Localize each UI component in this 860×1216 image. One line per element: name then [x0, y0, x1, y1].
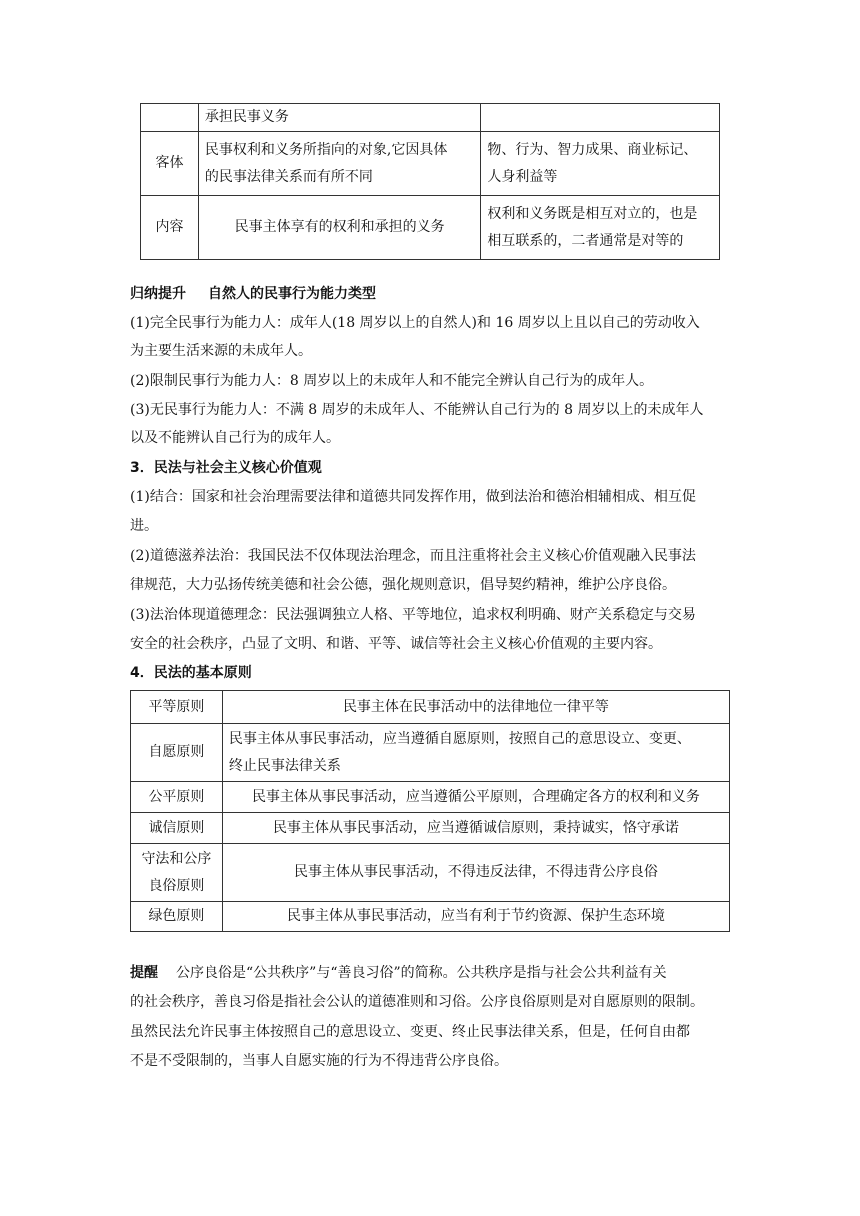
tip-line-3: 虽然民法允许民事主体按照自己的意思设立、变更、终止民事法律关系，但是，任何自由都	[130, 1024, 690, 1040]
section-3-item-1-line-2: 进。	[130, 518, 158, 534]
row-example	[481, 104, 720, 132]
row-definition: 承担民事义务	[198, 104, 480, 132]
section-3-heading: 3．民法与社会主义核心价值观	[130, 460, 322, 476]
summary-item-2: (2)限制民事行为能力人：8 周岁以上的未成年人和不能完全辨认自己行为的成年人。	[130, 373, 654, 389]
principle-name: 绿色原则	[131, 902, 223, 932]
row-label: 内容	[141, 196, 199, 260]
principle-name: 诚信原则	[131, 813, 223, 844]
section-3-item-2-line-1: (2)道德滋养法治：我国民法不仅体现法治理念，而且注重将社会主义核心价值观融入民事法	[130, 548, 696, 564]
row-label	[141, 104, 199, 132]
section-3-item-3-line-1: (3)法治体现道德理念：民法强调独立人格、平等地位，追求权利明确、财产关系稳定与交易	[130, 607, 696, 623]
principle-desc: 民事主体从事民事活动，不得违反法律，不得违背公序良俗	[222, 844, 729, 902]
principle-desc: 民事主体从事民事活动，应当遵循公平原则，合理确定各方的权利和义务	[222, 782, 729, 813]
principle-desc: 民事主体在民事活动中的法律地位一律平等	[222, 691, 729, 724]
civil-relation-table	[140, 103, 720, 260]
table-row	[131, 902, 730, 932]
row-definition: 民事权利和义务所指向的对象,它因具体 的民事法律关系而有所不同	[198, 132, 480, 196]
section-3-item-2-line-2: 律规范，大力弘扬传统美德和社会公德，强化规则意识，倡导契约精神，维护公序良俗。	[130, 577, 676, 593]
summary-item-1-line-1: (1)完全民事行为能力人：成年人(18 周岁以上的自然人)和 16 周岁以上且以自己的劳动收入	[130, 315, 700, 331]
principle-name: 守法和公序 良俗原则	[131, 844, 223, 902]
principle-name: 平等原则	[131, 691, 223, 724]
principle-desc: 民事主体从事民事活动，应当遵循自愿原则，按照自己的意思设立、变更、 终止民事法律关系	[222, 724, 729, 782]
summary-heading: 归纳提升 自然人的民事行为能力类型	[130, 286, 376, 302]
section-4-heading: 4．民法的基本原则	[130, 665, 252, 681]
tip-line-2: 的社会秩序，善良习俗是指社会公认的道德准则和习俗。公序良俗原则是对自愿原则的限制。	[130, 994, 704, 1010]
section-3-item-1-line-1: (1)结合：国家和社会治理需要法律和道德共同发挥作用，做到法治和德治相辅相成、相互促	[130, 489, 696, 505]
row-definition: 民事主体享有的权利和承担的义务	[198, 196, 480, 260]
tip-label: 提醒	[130, 965, 158, 981]
tip-line-1: 提醒 公序良俗是“公共秩序”与“善良习俗”的简称。公共秩序是指与社会公共利益有关	[130, 965, 667, 981]
table-row	[141, 132, 720, 196]
principle-desc: 民事主体从事民事活动，应当遵循诚信原则，秉持诚实，恪守承诺	[222, 813, 729, 844]
principles-table	[130, 690, 730, 932]
summary-item-1-line-2: 为主要生活来源的未成年人。	[130, 343, 312, 359]
row-label: 客体	[141, 132, 199, 196]
table-row	[131, 782, 730, 813]
summary-item-3-line-1: (3)无民事行为能力人：不满 8 周岁的未成年人、不能辨认自己行为的 8 周岁以上的未成年人	[130, 402, 704, 418]
principle-name: 自愿原则	[131, 724, 223, 782]
principle-desc: 民事主体从事民事活动，应当有利于节约资源、保护生态环境	[222, 902, 729, 932]
table-row	[131, 844, 730, 902]
tip-line-4: 不是不受限制的，当事人自愿实施的行为不得违背公序良俗。	[130, 1053, 508, 1069]
section-3-item-3-line-2: 安全的社会秩序，凸显了文明、和谐、平等、诚信等社会主义核心价值观的主要内容。	[130, 636, 662, 652]
summary-item-3-line-2: 以及不能辨认自己行为的成年人。	[130, 430, 340, 446]
table-row	[141, 104, 720, 132]
table-row	[131, 813, 730, 844]
principle-name: 公平原则	[131, 782, 223, 813]
row-example: 权利和义务既是相互对立的，也是 相互联系的，二者通常是对等的	[481, 196, 720, 260]
table-row	[141, 196, 720, 260]
table-row	[131, 724, 730, 782]
row-example: 物、行为、智力成果、商业标记、 人身利益等	[481, 132, 720, 196]
table-row	[131, 691, 730, 724]
